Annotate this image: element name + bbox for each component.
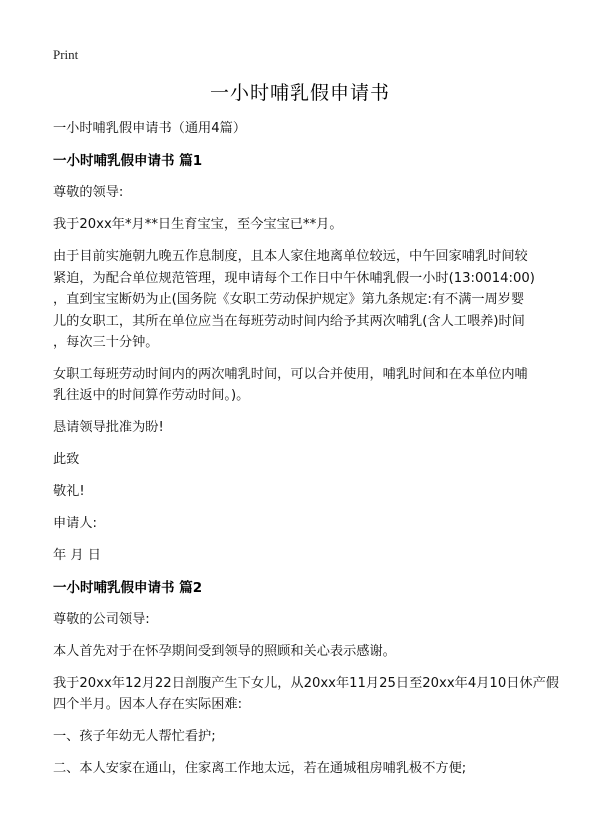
list-item: 一、孩子年幼无人帮忙看护; [53,728,216,744]
paragraph: 本人首先对于在怀孕期间受到领导的照顾和关心表示感谢。 [53,643,396,659]
document-subtitle: 一小时哺乳假申请书（通用4篇） [53,121,247,136]
date-line: 年 月 日 [53,547,101,563]
page-title: 一小时哺乳假申请书 [209,82,390,104]
paragraph-line: ，直到宝宝断奶为止(国务院《女职工劳动保护规定》第九条规定:有不满一周岁婴 [53,292,525,307]
paragraph-line: 女职工每班劳动时间内的两次哺乳时间，可以合并使用，哺乳时间和在本单位内哺 [53,366,528,382]
paragraph-line: 我于20xx年12月22日剖腹产生下女儿，从20xx年11月25日至20xx年4月10日休产假 [53,675,559,691]
paragraph-line: 四个半月。因本人存在实际困难: [53,697,243,712]
closing-line: 此致 [53,451,80,467]
paragraph-line: 乳往返中的时间算作劳动时间。)。 [53,388,250,403]
closing-line: 敬礼! [53,483,85,499]
print-label: Print [53,47,79,62]
list-item: 二、本人安家在通山，住家离工作地太远，若在通城租房哺乳极不方便; [53,760,467,776]
paragraph [53,364,573,407]
paragraph: 我于20xx年*月**日生育宝宝，至今宝宝已**月。 [53,217,343,232]
paragraph-line: 由于目前实施朝九晚五作息制度，且本人家住地离单位较远，中午回家哺乳时间较 [53,249,528,264]
section-heading-2: 一小时哺乳假申请书 篇2 [53,579,203,596]
paragraph-line: ，每次三十分钟。 [53,335,159,350]
paragraph [53,673,573,716]
salutation: 尊敬的领导: [53,185,124,200]
paragraph: 恳请领导批准为盼! [53,419,164,435]
document-body [53,118,573,790]
paragraph [53,246,573,354]
salutation: 尊敬的公司领导: [53,611,150,627]
section-heading-1: 一小时哺乳假申请书 篇1 [53,153,203,169]
paragraph-line: 儿的女职工，其所在单位应当在每班劳动时间内给予其两次哺乳(含人工喂养)时间 [53,313,525,329]
paragraph-line: 紧迫，为配合单位规范管理，现申请每个工作日中午休哺乳假一小时(13:0014:00) [53,270,535,286]
applicant-line: 申请人: [53,515,98,531]
